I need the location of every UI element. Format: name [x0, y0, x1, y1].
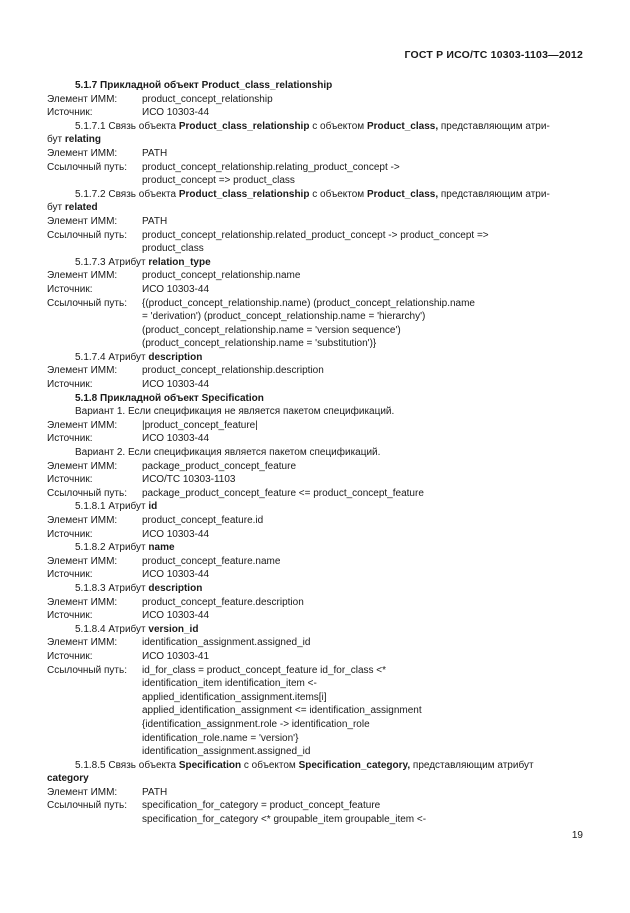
- field-label: Ссылочный путь:: [47, 664, 127, 676]
- section-heading: 5.1.8 Прикладной объект Specification: [75, 392, 264, 404]
- field-value-continuation: identification_item identification_item <-: [142, 678, 317, 690]
- paragraph-text: 5.1.7.4 Атрибут: [75, 351, 149, 363]
- paragraph-text: 5.1.7.3 Атрибут: [75, 256, 149, 268]
- field-value: ИСО/ТС 10303-1103: [142, 474, 236, 486]
- field-value-continuation: product_concept => product_class: [142, 175, 295, 187]
- field-label: Источник:: [47, 433, 93, 445]
- text-line: [47, 541, 583, 555]
- page-number: 19: [571, 830, 583, 841]
- text-line: [47, 473, 583, 487]
- field-label: Ссылочный путь:: [47, 229, 127, 241]
- field-value: {(product_concept_relationship.name) (product_concept_relationship.name: [142, 297, 475, 309]
- field-label: Ссылочный путь:: [47, 800, 127, 812]
- paragraph-text: 5.1.8.5 Связь объекта: [75, 759, 179, 771]
- field-value: product_concept_relationship: [142, 93, 273, 105]
- text-line: [47, 528, 583, 542]
- text-line: [47, 568, 583, 582]
- text-line: [47, 718, 583, 732]
- field-label: Элемент ИММ:: [47, 555, 118, 567]
- bold-term: id: [148, 501, 158, 513]
- field-label: Ссылочный путь:: [47, 487, 127, 499]
- text-line: [47, 446, 583, 460]
- text-line: [47, 500, 583, 514]
- field-value-continuation: (product_concept_relationship.name = 'substitution')}: [142, 338, 377, 350]
- text-line: [47, 786, 583, 800]
- bold-term: category: [47, 773, 89, 785]
- bold-term: Specification: [178, 759, 242, 771]
- field-value: identification_assignment.assigned_id: [142, 637, 311, 649]
- paragraph-text: Вариант 1. Если спецификация не является пакетом спецификаций.: [75, 406, 395, 418]
- paragraph-text: представляющим атри-: [438, 120, 550, 132]
- text-line: [47, 351, 583, 365]
- text-line: [47, 664, 583, 678]
- text-line: [47, 596, 583, 610]
- field-label: Источник:: [47, 650, 93, 662]
- bold-term: Product_class,: [366, 120, 439, 132]
- text-line: [47, 242, 583, 256]
- field-label: Элемент ИММ:: [47, 637, 118, 649]
- text-line: [47, 432, 583, 446]
- text-line: [47, 201, 583, 215]
- text-line: [47, 677, 583, 691]
- field-label: Элемент ИММ:: [47, 93, 118, 105]
- bold-term: Product_class,: [366, 188, 439, 200]
- text-line: [47, 283, 583, 297]
- text-line: [47, 799, 583, 813]
- field-value: product_concept_feature.id: [142, 515, 264, 526]
- field-value: package_product_concept_feature <= product_concept_feature: [142, 487, 424, 499]
- field-value: ИСО 10303-41: [142, 650, 210, 662]
- field-value: PATH: [142, 215, 168, 227]
- text-line: [47, 297, 583, 311]
- field-value: product_concept_relationship.description: [142, 365, 324, 377]
- paragraph-text: 5.1.8.4 Атрибут: [75, 623, 149, 635]
- field-label: Элемент ИММ:: [47, 596, 118, 608]
- bold-term: relation_type: [148, 256, 211, 268]
- field-label: Элемент ИММ:: [47, 515, 118, 526]
- text-line: [47, 582, 583, 596]
- field-value-continuation: applied_identification_assignment <= identification_assignment: [142, 705, 422, 717]
- field-label: Элемент ИММ:: [47, 215, 118, 227]
- field-value: ИСО 10303-44: [142, 379, 210, 391]
- field-value: product_concept_feature.name: [142, 555, 281, 567]
- text-line: [47, 310, 583, 324]
- field-value: PATH: [142, 786, 168, 798]
- text-line: [47, 732, 583, 746]
- text-line: [47, 215, 583, 229]
- text-line: [47, 609, 583, 623]
- text-line: [47, 487, 583, 501]
- field-value: |product_concept_feature|: [142, 419, 258, 431]
- paragraph-text: бут: [47, 134, 65, 146]
- bold-term: description: [148, 582, 203, 594]
- text-line: [47, 378, 583, 392]
- text-line: [47, 324, 583, 338]
- text-line: [47, 691, 583, 705]
- field-value: ИСО 10303-44: [142, 528, 210, 540]
- field-value-continuation: applied_identification_assignment.items[i]: [142, 691, 327, 703]
- field-value: product_concept_relationship.name: [142, 270, 301, 282]
- text-line: [47, 120, 583, 134]
- field-label: Элемент ИММ:: [47, 460, 118, 472]
- bold-term: name: [148, 542, 175, 554]
- paragraph-text: Вариант 2. Если спецификация является пакетом спецификаций.: [75, 447, 381, 459]
- field-value-continuation: {identification_assignment.role -> identification_role: [142, 718, 370, 730]
- text-line: [47, 229, 583, 243]
- bold-term: Specification_category,: [298, 759, 411, 771]
- paragraph-text: 5.1.8.2 Атрибут: [75, 542, 149, 554]
- field-value: PATH: [142, 147, 168, 159]
- bold-term: Product_class_relationship: [178, 188, 310, 200]
- text-line: [47, 256, 583, 270]
- field-value: product_concept_feature.description: [142, 596, 304, 608]
- text-line: [47, 745, 583, 759]
- bold-term: related: [64, 202, 98, 214]
- bold-term: Product_class_relationship: [178, 120, 310, 132]
- field-label: Элемент ИММ:: [47, 365, 118, 377]
- field-label: Элемент ИММ:: [47, 786, 118, 798]
- paragraph-text: бут: [47, 202, 65, 214]
- text-line: [47, 392, 583, 406]
- text-line: [47, 106, 583, 120]
- text-line: [47, 161, 583, 175]
- text-line: [47, 405, 583, 419]
- field-label: Источник:: [47, 474, 93, 486]
- paragraph-text: 5.1.8.3 Атрибут: [75, 582, 149, 594]
- text-line: [47, 133, 583, 147]
- field-value: ИСО 10303-44: [142, 433, 210, 445]
- paragraph-text: 5.1.7.1 Связь объекта: [75, 120, 179, 132]
- text-line: [47, 337, 583, 351]
- text-line: [47, 514, 583, 528]
- paragraph-text: 5.1.7.2 Связь объекта: [75, 188, 179, 200]
- text-line: [47, 147, 583, 161]
- text-line: [47, 419, 583, 433]
- field-value-continuation: = 'derivation') (product_concept_relationship.name = 'hierarchy'): [142, 311, 426, 323]
- text-line: [47, 623, 583, 637]
- text-line: [47, 650, 583, 664]
- paragraph-text: представляющим атри-: [438, 188, 550, 200]
- paragraph-text: с объектом: [241, 759, 299, 771]
- field-label: Элемент ИММ:: [47, 419, 118, 431]
- field-value: ИСО 10303-44: [142, 107, 210, 119]
- field-value-continuation: (product_concept_relationship.name = 'version sequence'): [142, 324, 401, 336]
- field-label: Ссылочный путь:: [47, 297, 127, 309]
- field-label: Источник:: [47, 283, 93, 295]
- text-line: [47, 188, 583, 202]
- field-value: package_product_concept_feature: [142, 460, 297, 472]
- field-label: Источник:: [47, 569, 93, 581]
- text-line: [47, 79, 583, 93]
- field-label: Ссылочный путь:: [47, 161, 127, 173]
- text-line: [47, 704, 583, 718]
- paragraph-text: с объектом: [309, 188, 367, 200]
- field-label: Источник:: [47, 379, 93, 391]
- field-label: Источник:: [47, 610, 93, 622]
- field-label: Элемент ИММ:: [47, 147, 118, 159]
- page-header: ГОСТ Р ИСО/ТС 10303-1103—2012: [404, 49, 583, 61]
- field-value: ИСО 10303-44: [142, 569, 210, 581]
- field-label: Элемент ИММ:: [47, 270, 118, 282]
- paragraph-text: представляющим атрибут: [410, 759, 534, 771]
- paragraph-text: с объектом: [309, 120, 367, 132]
- field-value-continuation: specification_for_category <* groupable_item groupable_item <-: [142, 814, 427, 826]
- document-body: [47, 79, 583, 827]
- text-line: [47, 759, 583, 773]
- text-line: [47, 772, 583, 786]
- text-line: [47, 555, 583, 569]
- text-line: [47, 269, 583, 283]
- text-line: [47, 93, 583, 107]
- text-line: [47, 174, 583, 188]
- field-value: id_for_class = product_concept_feature id_for_class <*: [142, 664, 387, 676]
- field-value-continuation: product_class: [142, 243, 204, 255]
- paragraph-text: 5.1.8.1 Атрибут: [75, 501, 149, 513]
- field-label: Источник:: [47, 107, 93, 119]
- section-heading: 5.1.7 Прикладной объект Product_class_relationship: [75, 80, 333, 91]
- bold-term: description: [148, 351, 203, 363]
- text-line: [47, 813, 583, 827]
- text-line: [47, 636, 583, 650]
- field-value: ИСО 10303-44: [142, 283, 210, 295]
- bold-term: version_id: [148, 623, 199, 635]
- field-value-continuation: identification_role.name = 'version'}: [142, 732, 299, 744]
- text-line: [47, 364, 583, 378]
- field-value-continuation: identification_assignment.assigned_id: [142, 746, 311, 758]
- text-line: [47, 460, 583, 474]
- field-value: specification_for_category = product_concept_feature: [142, 800, 381, 812]
- field-value: product_concept_relationship.related_product_concept -> product_concept =>: [142, 229, 489, 241]
- field-label: Источник:: [47, 528, 93, 540]
- field-value: ИСО 10303-44: [142, 610, 210, 622]
- bold-term: relating: [64, 134, 101, 146]
- field-value: product_concept_relationship.relating_product_concept ->: [142, 161, 400, 173]
